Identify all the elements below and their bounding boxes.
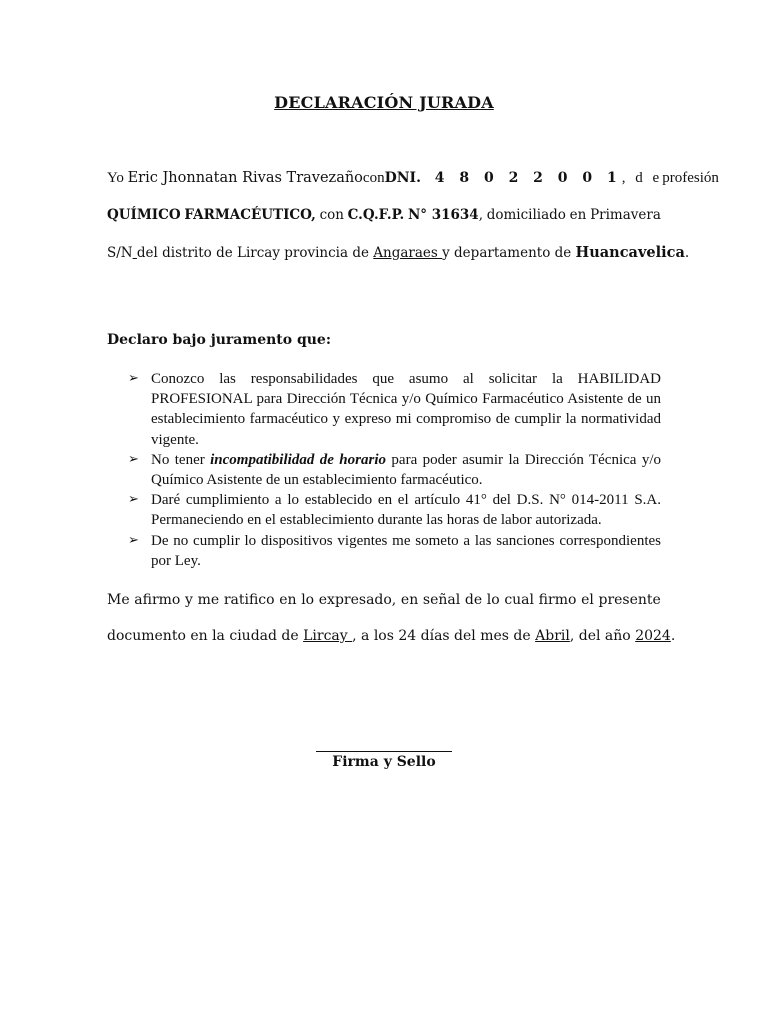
- dni-number: 4 8 0 2 2 0 0 1: [434, 170, 622, 186]
- intro-line-2: QUÍMICO FARMACÉUTICO, con C.Q.F.P. N° 31634, domiciliado en Primavera: [107, 207, 661, 223]
- closing-line-1: Me afirmo y me ratifico en lo expresado, en señal de lo cual firmo el presente: [107, 592, 661, 608]
- emphasis-text: incompatibilidad de horario: [210, 451, 386, 468]
- cqfp-label: C.Q.F.P.: [347, 207, 405, 223]
- dni-phrase: DNI. 4 8 0 2 2 0 0 1, d e: [384, 170, 663, 186]
- dni-label: DNI.: [384, 170, 421, 186]
- document-title: DECLARACIÓN JURADA: [274, 93, 494, 112]
- provincia-name: Angaraes: [373, 245, 443, 261]
- arrow-bullet-icon: ➢: [128, 451, 139, 467]
- intro-name-phrase: Yo Eric Jhonnatan Rivas Travezaño: [107, 170, 363, 186]
- ciudad-name: Lircay: [303, 628, 353, 644]
- cqfp-number: N° 31634: [407, 207, 479, 223]
- declarant-name: Eric Jhonnatan Rivas Travezaño: [127, 170, 363, 186]
- declaration-list: [128, 369, 661, 571]
- intro-line-1: [107, 170, 719, 187]
- mes-name: Abril: [535, 628, 570, 644]
- intro-profesion: profesión: [662, 170, 719, 186]
- list-item: ➢ No tener incompatibilidad de horario para poder asumir la Dirección Técnica y/o Químico Asistente de un establecimiento farmacéutico.: [128, 451, 662, 489]
- profession-word-2: FARMACÉUTICO,: [184, 207, 316, 223]
- departamento-name: Huancavelica: [575, 244, 685, 261]
- arrow-bullet-icon: ➢: [128, 492, 139, 508]
- intro-line-3: S/N del distrito de Lircay provincia de Angaraes y departamento de Huancavelica.: [107, 244, 690, 261]
- address-place: Primavera: [590, 207, 661, 223]
- closing-line-2: documento en la ciudad de Lircay , a los 24 días del mes de Abril, del año 2024.: [107, 628, 676, 644]
- cqfp-number-phrase: N° 31634,: [407, 207, 483, 223]
- anio-value: 2024: [635, 628, 671, 644]
- profession-word-1: QUÍMICO: [107, 207, 181, 223]
- arrow-bullet-icon: ➢: [128, 371, 139, 386]
- signature-label: Firma y Sello: [332, 754, 436, 770]
- intro-con: con: [362, 170, 385, 186]
- list-item: ➢ Daré cumplimiento a lo establecido en el artículo 41° del D.S. N° 014-2011 S.A. Permaneciendo en el establecimiento durante las horas de labor autorizada.: [128, 492, 661, 529]
- arrow-bullet-icon: ➢: [128, 532, 139, 548]
- declaration-heading: Declaro bajo juramento que:: [107, 332, 331, 348]
- list-item: ➢ De no cumplir lo dispositivos vigentes me someto a las sanciones correspondientes por Ley.: [128, 532, 661, 569]
- list-item: ➢ Conozco las responsabilidades que asumo al solicitar la HABILIDAD PROFESIONAL para Dirección Técnica y/o Químico Farmacéutico Asistente de un establecimiento farmacéutico y expreso mi compromiso de cumplir la normatividad vigente.: [128, 371, 661, 448]
- signature-line: [316, 751, 452, 752]
